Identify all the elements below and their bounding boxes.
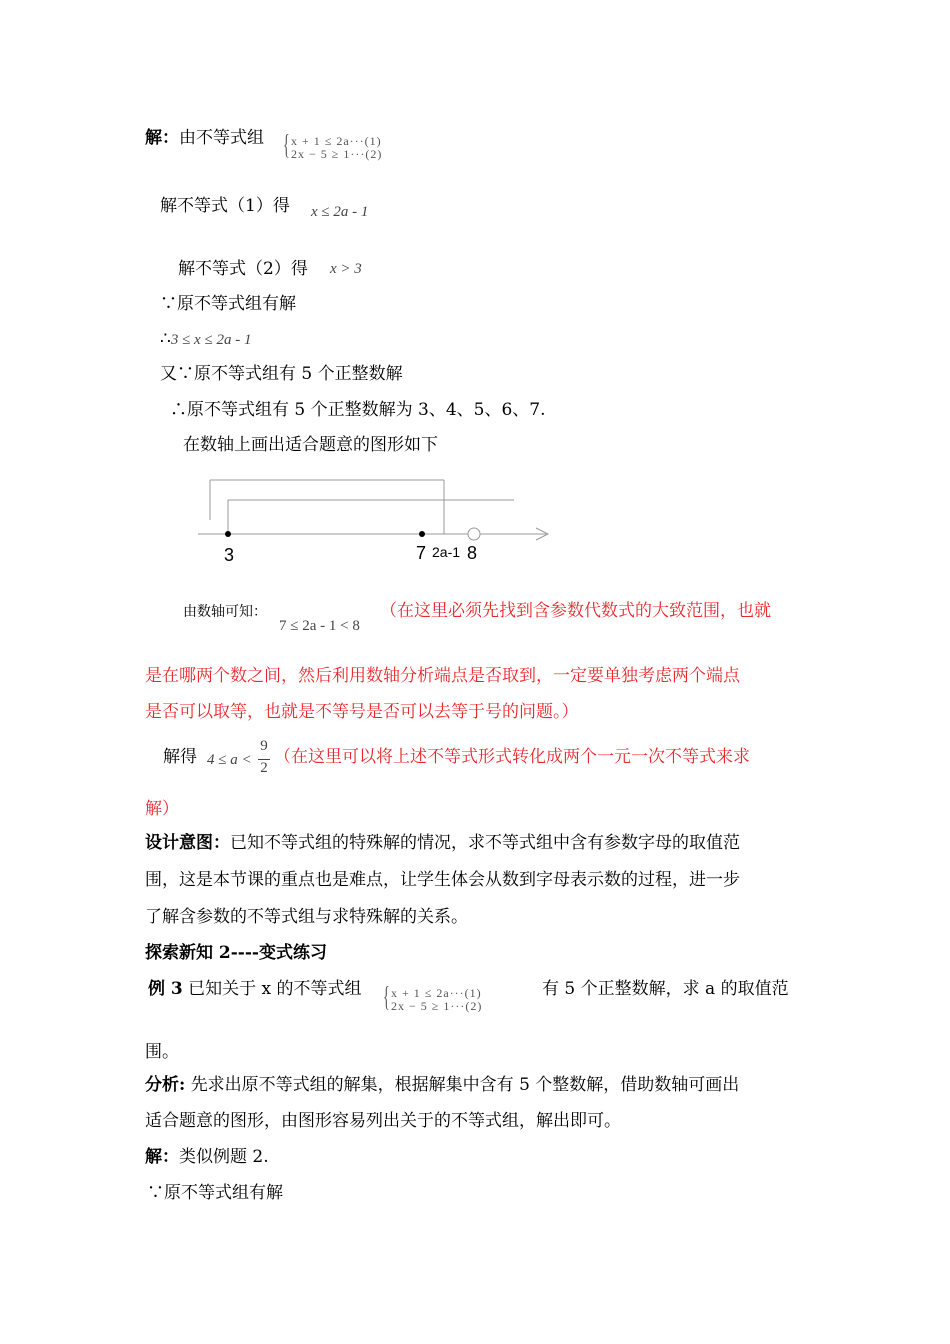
design-intent-line-1 xyxy=(145,831,740,855)
line-text: 解不等式（1）得 xyxy=(160,196,290,216)
solution-line-6: 又∵原不等式组有 5 个正整数解 xyxy=(160,364,403,384)
line-text: 先求出原不等式组的解集，根据解集中含有 5 个整数解，借助数轴可画出 xyxy=(190,1075,740,1095)
teacher-note: （在这里可以将上述不等式形式转化成两个一元一次不等式来求 xyxy=(274,747,750,767)
label-3: 3 xyxy=(224,545,235,565)
solution-line-12: 解得 xyxy=(163,747,197,767)
line-text: 类似例题 2. xyxy=(179,1147,269,1167)
system-row-2: 2x − 5 ≥ 1···(2) xyxy=(291,147,383,161)
math-expression: x > 3 xyxy=(330,261,362,277)
teacher-note: 解） xyxy=(145,799,179,819)
solution-label: 解： xyxy=(145,1147,179,1167)
design-intent-line-2: 围，这是本节课的重点也是难点，让学生体会从数到字母表示数的过程，进一步 xyxy=(145,870,740,890)
line-text: 已知关于 x 的不等式组 xyxy=(188,979,362,999)
inequality-system-1 xyxy=(283,130,443,163)
label-2a-1: 2a-1 xyxy=(432,544,461,560)
solution-line-4: ∵原不等式组有解 xyxy=(160,294,296,314)
fraction-denominator: 2 xyxy=(260,760,268,776)
teacher-note: （在这里必须先找到含参数代数式的大致范围，也就 xyxy=(380,601,771,621)
solution-line-23: ∵原不等式组有解 xyxy=(147,1183,283,1203)
brace-icon: { xyxy=(383,982,390,1013)
solution-line-9: 由数轴可知： xyxy=(183,604,267,620)
example-3-line-1-end: 有 5 个正整数解，求 a 的取值范 xyxy=(542,979,789,999)
example-3-line-1 xyxy=(148,977,362,1001)
math-expression: 3 ≤ x ≤ 2a - 1 xyxy=(170,332,252,348)
inequality-system-2 xyxy=(383,982,543,1015)
analysis-label: 分析: xyxy=(145,1075,186,1095)
solution-line-22 xyxy=(145,1145,269,1169)
section-heading: 探索新知 2----变式练习 xyxy=(145,943,327,963)
label-8: 8 xyxy=(467,543,478,563)
therefore-symbol: ∴ xyxy=(160,329,171,349)
teacher-note: 是在哪两个数之间，然后利用数轴分析端点是否取到，一定要单独考虑两个端点 xyxy=(145,666,740,686)
math-expression: 7 ≤ 2a - 1 < 8 xyxy=(279,618,360,634)
fraction-nine-halves xyxy=(257,738,271,782)
number-line-diagram xyxy=(190,470,570,570)
analysis-line-2: 适合题意的图形，由图形容易列出关于的不等式组，解出即可。 xyxy=(145,1111,621,1131)
fraction-numerator: 9 xyxy=(260,738,268,754)
solution-line-3 xyxy=(178,257,308,281)
line-text: 由不等式组 xyxy=(179,128,264,148)
solution-line-1 xyxy=(145,126,264,150)
line-text: 解不等式（2）得 xyxy=(178,259,308,279)
example-label: 例 3 xyxy=(148,979,183,999)
system-row-1: x + 1 ≤ 2a···(1) xyxy=(391,986,482,1000)
line-text: 已知不等式组的特殊解的情况，求不等式组中含有参数字母的取值范 xyxy=(230,833,740,853)
math-expression: x ≤ 2a - 1 xyxy=(311,204,369,220)
point-8-open xyxy=(468,528,480,540)
design-intent-line-3: 了解含参数的不等式组与求特殊解的关系。 xyxy=(145,907,468,927)
example-3-line-2: 围。 xyxy=(145,1042,179,1062)
teacher-note: 是否可以取等，也就是不等号是否可以去等于号的问题。） xyxy=(145,702,579,722)
brace-icon: { xyxy=(283,130,290,161)
solution-line-8: 在数轴上画出适合题意的图形如下 xyxy=(183,435,438,455)
math-expression: 4 ≤ a < xyxy=(207,752,252,768)
solution-line-7: ∴原不等式组有 5 个正整数解为 3、4、5、6、7. xyxy=(170,400,546,420)
solution-line-5 xyxy=(160,327,251,352)
point-7 xyxy=(419,531,425,537)
solution-line-2 xyxy=(160,194,290,218)
system-row-1: x + 1 ≤ 2a···(1) xyxy=(291,134,382,148)
label-7: 7 xyxy=(416,543,427,563)
solution-label: 解： xyxy=(145,128,179,148)
analysis-line-1 xyxy=(145,1073,739,1097)
design-intent-label: 设计意图： xyxy=(145,833,230,853)
point-3 xyxy=(225,531,231,537)
system-row-2: 2x − 5 ≥ 1···(2) xyxy=(391,999,483,1013)
